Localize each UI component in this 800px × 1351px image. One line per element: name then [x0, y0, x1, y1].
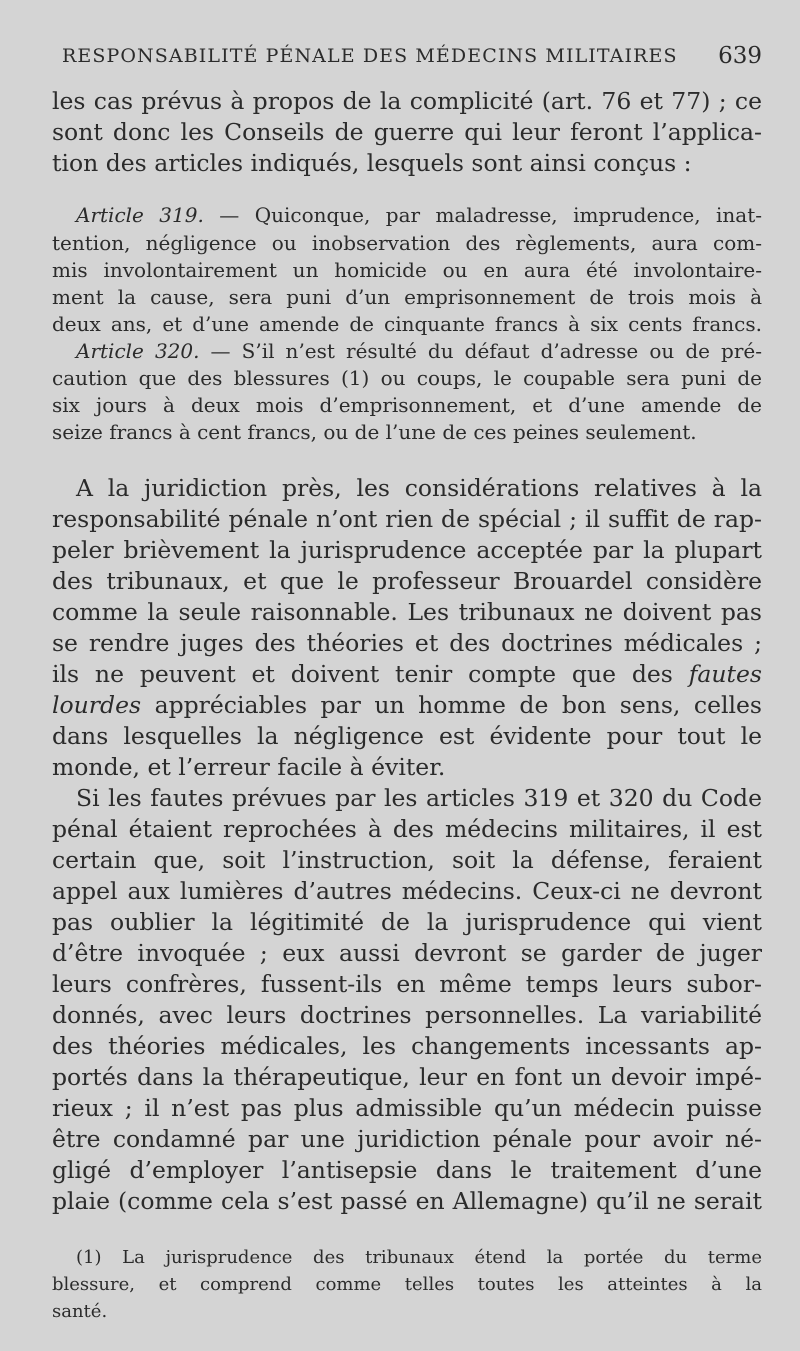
text-line: sont donc les Conseils de guerre qui leur feront l’applica-: [52, 118, 762, 146]
footnote-line: (1) La jurisprudence des tribunaux étend la portée du terme: [76, 1247, 762, 1268]
text-line: deux ans, et d’une amende de cinquante francs à six cents francs.: [52, 312, 762, 336]
text-segment: appréciables par un homme de bon sens, celles: [141, 691, 762, 719]
text-line: des tribunaux, et que le professeur Brouardel considère: [52, 567, 762, 595]
text-line: leurs confrères, fussent-ils en même temps leurs subor-: [52, 970, 762, 998]
footnote-line: santé.: [52, 1301, 108, 1322]
text-line: tion des articles indiqués, lesquels sont ainsi conçus :: [52, 149, 692, 177]
text-line: mis involontairement un homicide ou en aura été involontaire-: [52, 258, 762, 282]
text-line: seize francs à cent francs, ou de l’une de ces peines seulement.: [52, 420, 697, 444]
text-line: portés dans la thérapeutique, leur en font un devoir impé-: [52, 1063, 762, 1091]
emphasis-text: fautes: [688, 660, 762, 688]
text-line: les cas prévus à propos de la complicité (art. 76 et 77) ; ce: [52, 87, 762, 115]
text-line: ment la cause, sera puni d’un emprisonnement de trois mois à: [52, 285, 762, 309]
text-line: appel aux lumières d’autres médecins. Ceux-ci ne devront: [52, 877, 762, 905]
text-line: rieux ; il n’est pas plus admissible qu’un médecin puisse: [52, 1094, 762, 1122]
text-line: plaie (comme cela s’est passé en Allemagne) qu’il ne serait: [52, 1187, 762, 1215]
text-line: responsabilité pénale n’ont rien de spécial ; il suffit de rap-: [52, 505, 762, 533]
text-segment: ils ne peuvent et doivent tenir compte que des: [52, 660, 673, 688]
text-line: d’être invoquée ; eux aussi devront se garder de juger: [52, 939, 762, 967]
article-label: Article 320.: [76, 339, 200, 363]
text-line: dans lesquelles la négligence est évidente pour tout le: [52, 722, 762, 750]
text-line: pénal étaient reprochées à des médecins militaires, il est: [52, 815, 762, 843]
text-line: monde, et l’erreur facile à éviter.: [52, 753, 446, 781]
article-first-line: [76, 339, 762, 363]
running-title: RESPONSABILITÉ PÉNALE DES MÉDECINS MILITAIRES: [62, 45, 678, 67]
text-line: pas oublier la légitimité de la jurisprudence qui vient: [52, 908, 762, 936]
text-line: certain que, soit l’instruction, soit la défense, feraient: [52, 846, 762, 874]
text-line: six jours à deux mois d’emprisonnement, et d’une amende de: [52, 393, 762, 417]
text-line: comme la seule raisonnable. Les tribunaux ne doivent pas: [52, 598, 762, 626]
article-label: Article 319.: [76, 203, 204, 227]
emphasis-text: lourdes: [52, 691, 142, 719]
text-line: A la juridiction près, les considérations relatives à la: [76, 474, 762, 502]
text-line: peler brièvement la jurisprudence acceptée par la plupart: [52, 536, 762, 564]
text-line: gligé d’employer l’antisepsie dans le traitement d’une: [52, 1156, 762, 1184]
text-line: caution que des blessures (1) ou coups, le coupable sera puni de: [52, 366, 762, 390]
footnote-line: blessure, et comprend comme telles toutes les atteintes à la: [52, 1274, 762, 1295]
text-line: être condamné par une juridiction pénale pour avoir né-: [52, 1125, 762, 1153]
text-line: Si les fautes prévues par les articles 319 et 320 du Code: [76, 784, 762, 812]
article-text: — S’il n’est résulté du défaut d’adresse ou de pré-: [199, 339, 762, 363]
page-number: 639: [718, 43, 762, 69]
text-line: [52, 691, 762, 719]
text-line: donnés, avec leurs doctrines personnelles. La variabilité: [52, 1001, 762, 1029]
text-line: se rendre juges des théories et des doctrines médicales ;: [52, 629, 762, 657]
article-text: — Quiconque, par maladresse, imprudence, inat-: [203, 203, 763, 227]
text-line: des théories médicales, les changements incessants ap-: [52, 1032, 762, 1060]
text-line: tention, négligence ou inobservation des règlements, aura com-: [52, 231, 762, 255]
text-line: [52, 660, 762, 688]
article-first-line: [76, 203, 762, 227]
page-header: [62, 45, 762, 75]
